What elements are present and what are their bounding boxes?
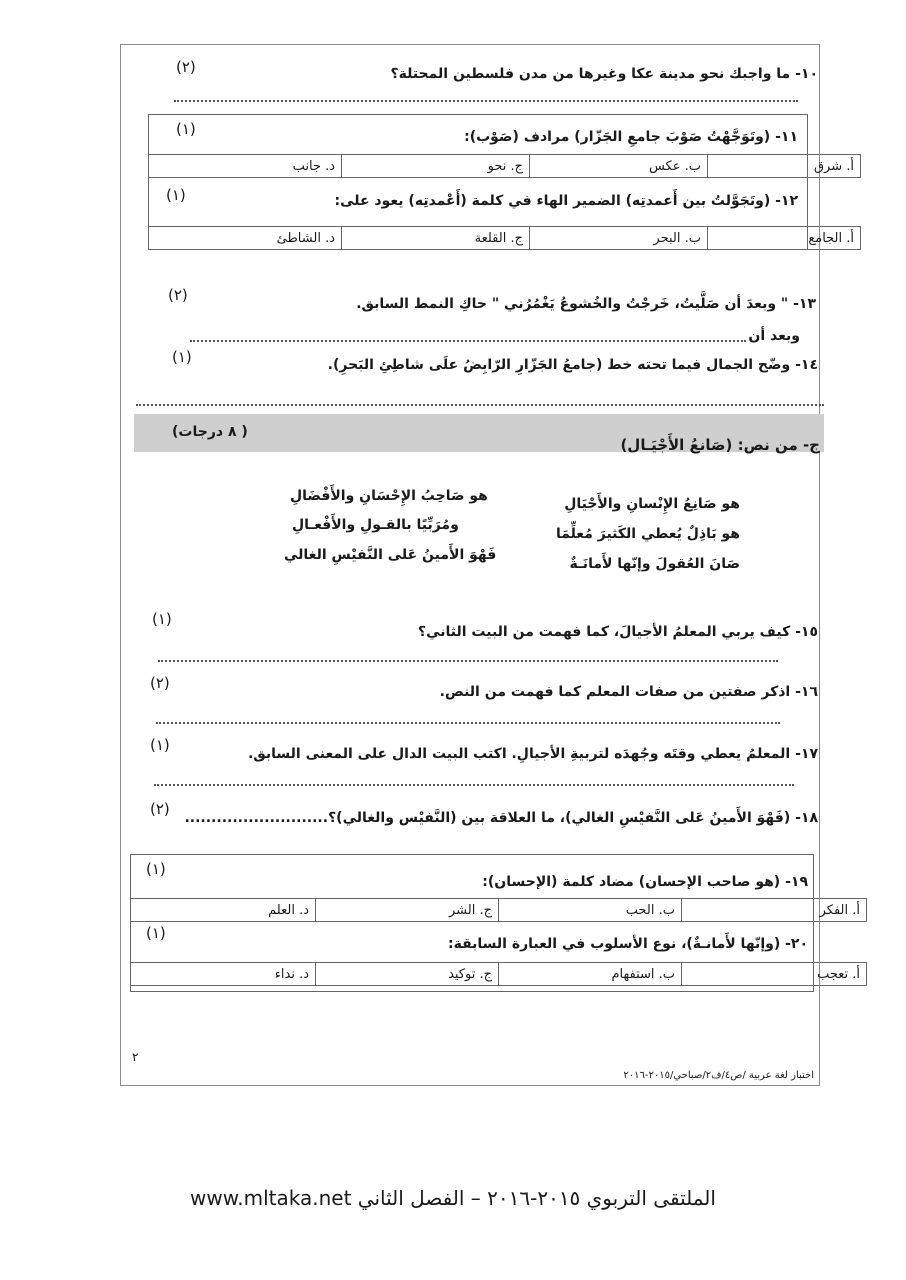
question-number: ٢٠- (785, 936, 808, 952)
section-grade: ( ٨ درجات) (172, 424, 248, 440)
question-text: (فَهْوَ الأَمينُ عَلى النَّفيْسِ الغالي)، ما العلاقة بين (النَّفيْس والغالي)؟........................... (184, 810, 791, 826)
question-mark: (٢) (168, 286, 188, 304)
option-b[interactable]: ب. استفهام (499, 963, 682, 986)
question-mark: (١) (172, 348, 192, 366)
question-number: ١٠- (795, 66, 818, 82)
option-c[interactable]: ج. نحو (342, 155, 530, 178)
page-number: ٢ (132, 1050, 139, 1064)
option-c[interactable]: ج. القلعة (342, 227, 530, 250)
answer-line[interactable] (156, 722, 780, 724)
option-c[interactable]: ج. الشر (316, 899, 499, 922)
question-text: المعلمُ يعطي وقتَه وجُهدَه لتربيةِ الأجيالِ. اكتب البيت الدال على المعنى السابق. (247, 746, 791, 762)
question-text: " وبعدَ أن صَلَّيتُ، خَرجْتُ والخُشوعُ يَغْمُرُني " حاكِ النمط السابق. (356, 296, 789, 312)
answer-line[interactable] (136, 404, 824, 406)
options-table-11 (148, 154, 861, 178)
answer-line[interactable] (154, 784, 794, 786)
answer-line[interactable] (190, 340, 746, 342)
question-11 (464, 129, 798, 145)
question-15 (418, 624, 818, 640)
question-mark: (١) (152, 610, 172, 628)
verse-1-right: هو صَانِعُ الإِنْسانِ والأَجْيَالِ (564, 496, 740, 512)
question-text: (وتَوَجَّهْتُ صَوْبَ جامعِ الجَزّار) مرادف (صَوْب): (464, 129, 771, 145)
question-text: اذكر صفتين من صفات المعلم كما فهمت من النص. (439, 684, 791, 700)
site-footer: الملتقى التربوي ٢٠١٥-٢٠١٦ – الفصل الثاني www.mltaka.net (190, 1186, 716, 1210)
question-text: وضّح الجمال فيما تحته خط (جامعُ الجَزّارِ الرّابِضُ علَى شاطِئِ البَحرِ). (327, 357, 791, 373)
options-table-12 (148, 226, 861, 250)
question-mark: (١) (146, 924, 166, 942)
question-16 (440, 684, 818, 700)
question-mark: (١) (166, 186, 186, 204)
question-text: كيف يربي المعلمُ الأجيالَ، كما فهمت من البيت الثاني؟ (417, 624, 791, 640)
options-table-20 (130, 962, 867, 986)
option-b[interactable]: ب. البحر (530, 227, 708, 250)
question-number: ١٦- (795, 684, 818, 700)
question-text: (وإنّها لأَمانـةٌ)، نوع الأسلوب في العبارة السابقة: (448, 936, 781, 952)
verse-3-right: صَانَ العُقولَ وإنّها لأَمانَـةٌ (569, 556, 740, 572)
question-number: ١٨- (795, 810, 818, 826)
section-title: ج- من نص: (صَانعُ الأَجْيَـال) (620, 436, 820, 454)
question-number: ١٥- (795, 624, 818, 640)
verse-2-right: هو بَاذِلٌ يُعطي الكَثيرَ مُعلِّمَا (555, 526, 740, 542)
question-17 (248, 746, 818, 762)
question-number: ١٣- (793, 296, 816, 312)
option-c[interactable]: ج. توكيد (316, 963, 499, 986)
question-text: ما واجبك نحو مدينة عكا وغيرها من مدن فلسطين المحتلة؟ (390, 66, 791, 82)
question-14 (328, 357, 818, 373)
answer-line[interactable] (158, 660, 778, 662)
question-number: ١٩- (785, 874, 808, 890)
option-a[interactable]: أ. تعجب (682, 963, 867, 986)
question-10 (391, 66, 819, 82)
question-12 (335, 193, 798, 209)
question-text: (هو صاحب الإحسان) مضاد كلمة (الإحسان): (482, 874, 781, 890)
option-d[interactable]: د. العلم (131, 899, 316, 922)
question-text: (وتَجَوَّلتُ بين أَعمدتِه) الضمير الهاء في كلمة (أَعْمدتِه) يعود على: (334, 193, 771, 209)
question-mark: (٢) (150, 674, 170, 692)
option-d[interactable]: د. الشاطئ (149, 227, 342, 250)
option-a[interactable]: أ. الجامع (708, 227, 861, 250)
option-a[interactable]: أ. الفكر (682, 899, 867, 922)
question-19 (482, 874, 808, 890)
options-table-19 (130, 898, 867, 922)
question-number: ١٤- (795, 357, 818, 373)
question-20 (448, 936, 808, 952)
question-13 (356, 296, 816, 312)
option-b[interactable]: ب. عكس (530, 155, 708, 178)
answer-line[interactable] (174, 100, 798, 102)
exam-footer-note: اختبار لغة عربية /ص٤/ف٢/صباحي/٢٠١٥-٢٠١٦ (623, 1070, 814, 1081)
answer-prefix: وبعد أن (748, 328, 800, 344)
question-number: ١١- (775, 129, 798, 145)
question-mark: (١) (176, 120, 196, 138)
verse-3-left: فَهْوَ الأَمينُ عَلى النَّفيْسِ الغالي (284, 547, 497, 563)
question-mark: (٢) (176, 58, 196, 76)
question-number: ١٧- (795, 746, 818, 762)
question-mark: (١) (150, 736, 170, 754)
question-18 (184, 810, 818, 826)
option-a[interactable]: أ. شرق (708, 155, 861, 178)
question-number: ١٢- (775, 193, 798, 209)
option-d[interactable]: د. جانب (149, 155, 342, 178)
verse-1-left: هو صَاحِبُ الإِحْسَانِ والأَفْضَالِ (290, 488, 488, 504)
option-b[interactable]: ب. الحب (499, 899, 682, 922)
verse-2-left: ومُرَبِّيًا بالقـولِ والأَفْعـالِ (292, 517, 459, 533)
question-mark: (١) (146, 860, 166, 878)
option-d[interactable]: د. نداء (131, 963, 316, 986)
question-mark: (٢) (150, 800, 170, 818)
